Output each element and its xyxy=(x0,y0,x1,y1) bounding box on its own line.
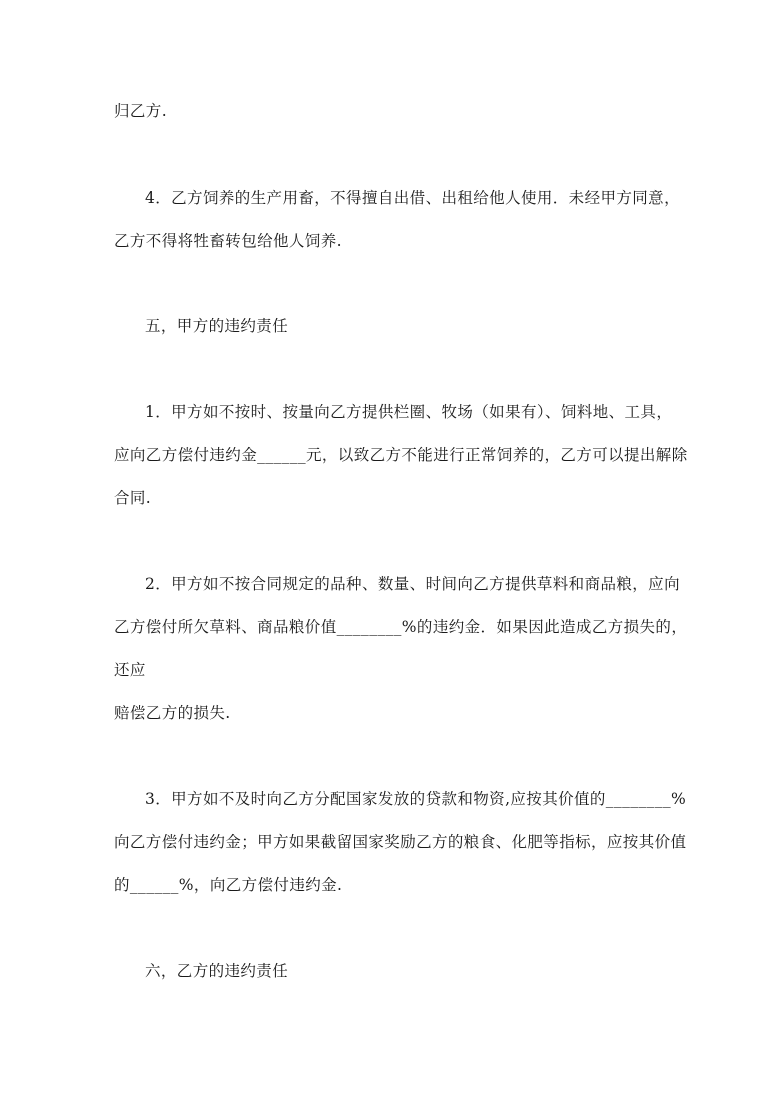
section-six-heading: 六，乙方的违约责任 xyxy=(145,962,289,980)
clause-5-2-line-3: 还应 xyxy=(114,661,146,679)
clause-5-1-line-3: 合同. xyxy=(114,489,152,507)
clause-4-line-2: 乙方不得将牲畜转包给他人饲养. xyxy=(114,232,342,250)
clause-5-3-line-2: 向乙方偿付违约金；甲方如果截留国家奖励乙方的粮食、化肥等指标，应按其价值 xyxy=(114,833,687,851)
clause-5-3-line-3: 的______%，向乙方偿付违约金. xyxy=(114,876,343,894)
clause-5-1-line-1: 1．甲方如不按时、按量向乙方提供栏圈、牧场（如果有）、饲料地、工具， xyxy=(145,403,673,421)
clause-5-2-line-4: 赔偿乙方的损失. xyxy=(114,704,231,722)
text-line-1: 归乙方. xyxy=(114,102,168,120)
clause-5-2-line-2: 乙方偿付所欠草料、商品粮价值________%的违约金．如果因此造成乙方损失的， xyxy=(114,618,688,636)
clause-5-1-line-2: 应向乙方偿付违约金______元，以致乙方不能进行正常饲养的，乙方可以提出解除 xyxy=(114,446,688,464)
section-five-heading: 五，甲方的违约责任 xyxy=(145,317,289,335)
clause-5-3-line-1: 3．甲方如不及时向乙方分配国家发放的贷款和物资,应按其价值的________% xyxy=(145,790,687,808)
clause-5-2-line-1: 2．甲方如不按合同规定的品种、数量、时间向乙方提供草料和商品粮，应向 xyxy=(145,575,680,593)
clause-4-line-1: 4．乙方饲养的生产用畜，不得擅自出借、出租给他人使用．未经甲方同意， xyxy=(145,189,680,207)
